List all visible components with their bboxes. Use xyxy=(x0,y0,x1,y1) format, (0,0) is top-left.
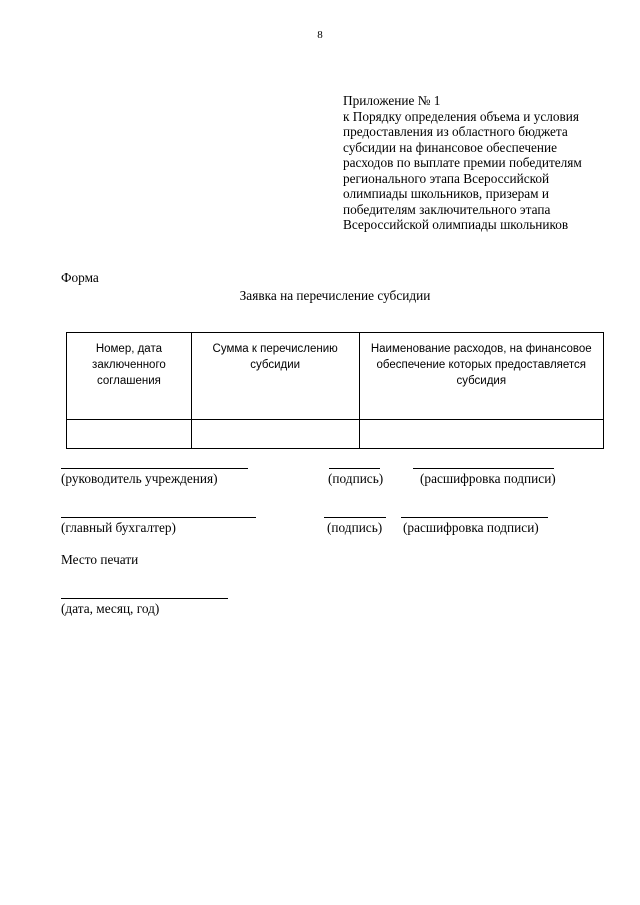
date-line[interactable] xyxy=(61,598,228,599)
appendix-line: победителям заключительного этапа xyxy=(343,201,551,217)
accountant-signature-decode-line[interactable] xyxy=(401,517,548,518)
appendix-line: предоставления из областного бюджета xyxy=(343,124,568,139)
head-signature-role-line[interactable] xyxy=(61,468,248,469)
table-row xyxy=(67,420,604,449)
head-role-caption: (руководитель учреждения) xyxy=(61,471,218,486)
appendix-line: олимпиады школьников, призерам и xyxy=(343,186,550,201)
head-signature-line[interactable] xyxy=(329,468,380,469)
appendix-line: регионального этапа Всероссийской xyxy=(343,170,550,186)
table-cell[interactable] xyxy=(191,420,359,449)
appendix-line: Всероссийской олимпиады школьников xyxy=(343,217,569,232)
header-agreement-number-date: Номер, дата заключенного соглашения xyxy=(67,333,192,420)
head-signature-decode-line[interactable] xyxy=(413,468,554,469)
appendix-header xyxy=(343,93,613,233)
table-cell[interactable] xyxy=(67,420,192,449)
table-header-row xyxy=(67,333,604,420)
head-decode-caption: (расшифровка подписи) xyxy=(420,471,556,486)
subsidy-request-table xyxy=(66,332,604,449)
appendix-line: расходов по выплате премии победителям xyxy=(343,155,582,170)
appendix-line: Приложение № 1 xyxy=(343,93,441,108)
table-cell[interactable] xyxy=(359,420,603,449)
form-label: Форма xyxy=(61,270,99,285)
document-title: Заявка на перечисление субсидии xyxy=(239,288,431,303)
head-sign-caption: (подпись) xyxy=(328,471,384,486)
page-number: 8 xyxy=(317,29,323,41)
header-expense-name: Наименование расходов, на финансовое обеспечение которых предоставляется субсидия xyxy=(359,333,603,420)
accountant-signature-line[interactable] xyxy=(324,517,386,518)
appendix-line: к Порядку определения объема и условия xyxy=(343,108,580,124)
accountant-role-caption: (главный бухгалтер) xyxy=(61,520,176,535)
date-caption: (дата, месяц, год) xyxy=(61,601,160,616)
accountant-decode-caption: (расшифровка подписи) xyxy=(403,520,539,535)
appendix-line: субсидии на финансовое обеспечение xyxy=(343,139,558,155)
accountant-signature-role-line[interactable] xyxy=(61,517,256,518)
accountant-sign-caption: (подпись) xyxy=(327,520,383,535)
header-transfer-amount: Сумма к перечислению субсидии xyxy=(191,333,359,420)
stamp-place-label: Место печати xyxy=(61,552,139,567)
